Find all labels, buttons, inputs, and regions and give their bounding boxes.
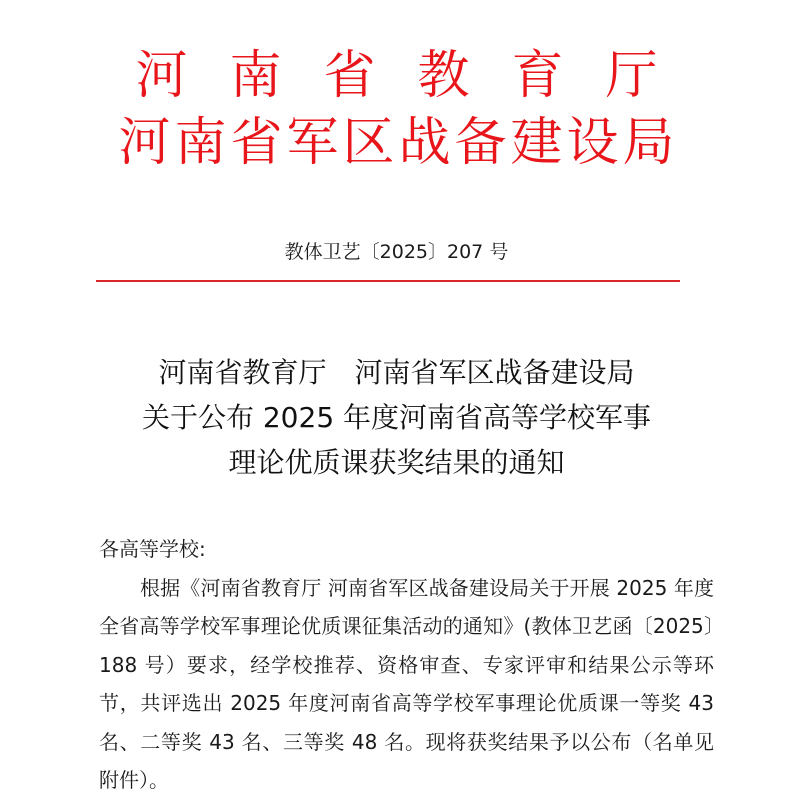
red-divider-line (96, 280, 680, 282)
issuer-name-education-dept: 河南省教育厅 (135, 46, 700, 106)
salutation: 各高等学校: (99, 537, 206, 561)
document-body (99, 530, 714, 799)
title-line-2: 关于公布 2025 年度河南省高等学校军事 (141, 401, 652, 434)
title-line-3: 理论优质课获奖结果的通知 (228, 446, 565, 479)
body-paragraph: 根据《河南省教育厅 河南省军区战备建设局关于开展 2025 年度全省高等学校军事理论优质课征集活动的通知》(教体卫艺函〔2025〕188 号）要求，经学校推荐、资格审查、专家评审和结果公示等环节，共评选出 2025 年度河南省高等学校军事理论优质课一等奖 43 名、二等奖 43 名、三等奖 48 名。现将获奖结果予以公布（名单见附件）。 (99, 575, 714, 792)
document-title (0, 350, 793, 485)
issuer-name-military-bureau: 河南省军区战备建设局 (118, 113, 679, 173)
document-number: 教体卫艺〔2025〕207 号 (284, 241, 509, 263)
title-line-1: 河南省教育厅 河南省军区战备建设局 (158, 356, 635, 389)
